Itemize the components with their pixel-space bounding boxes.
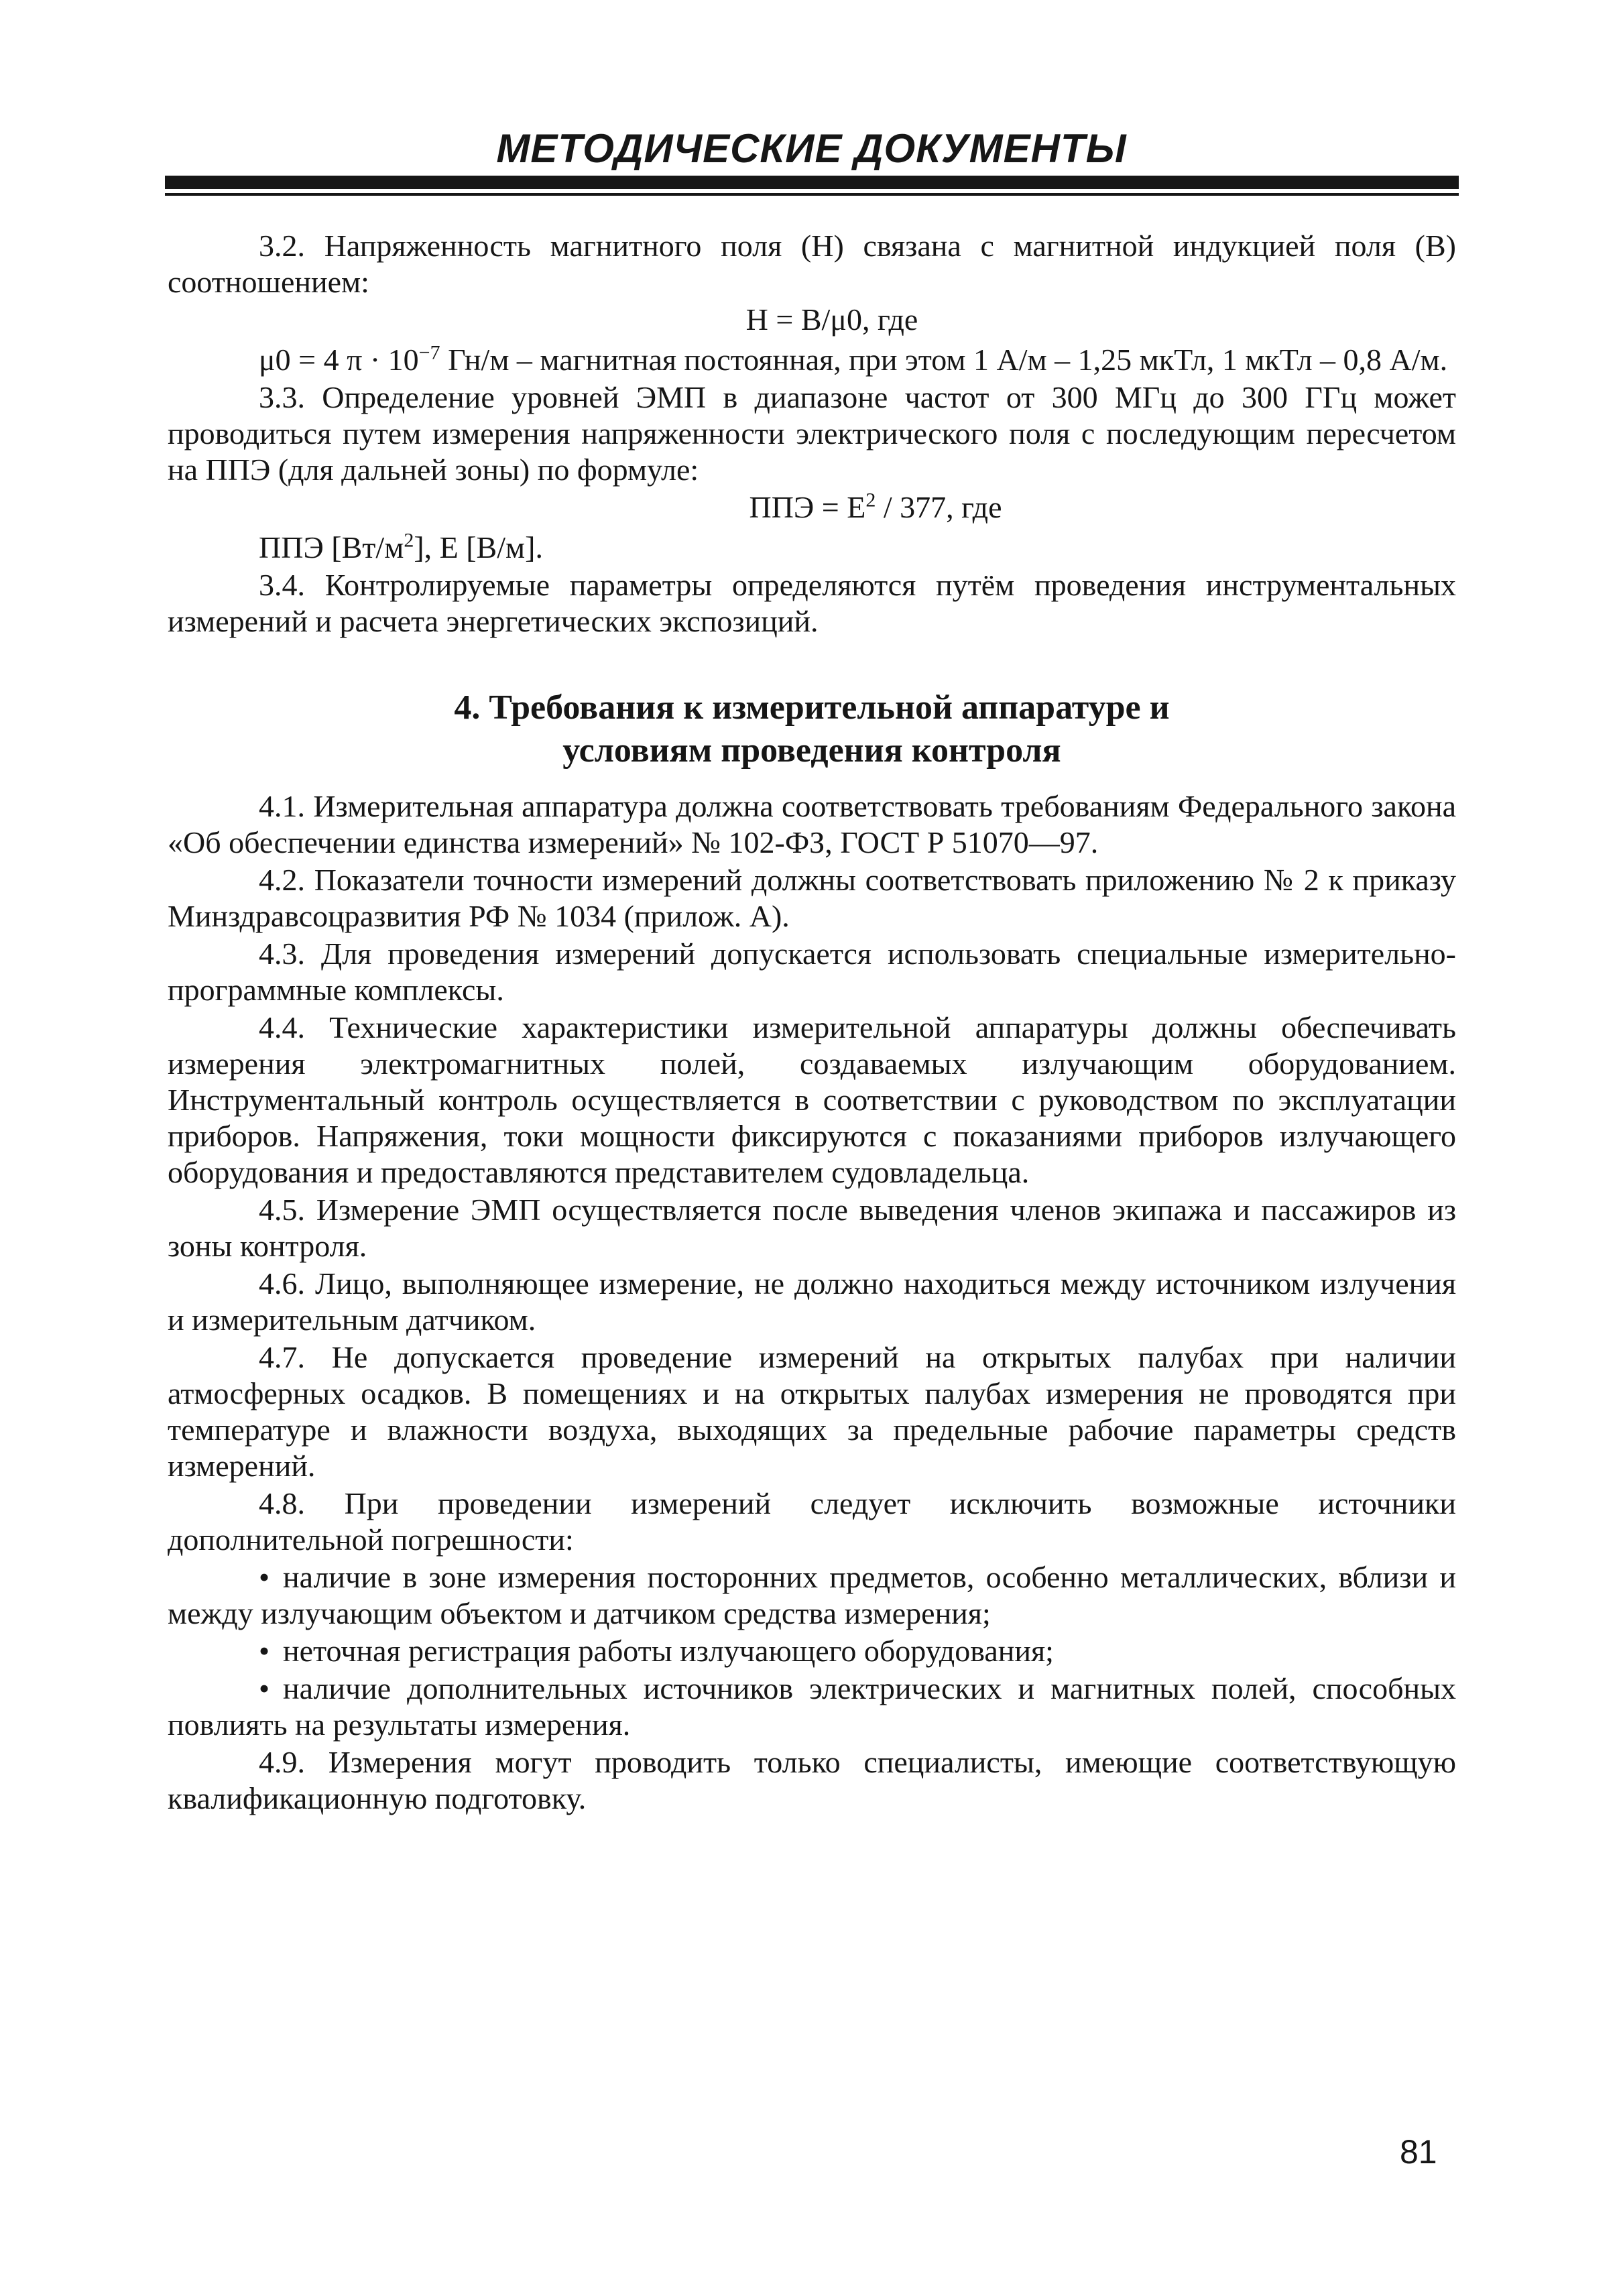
bullet-icon: • [259,1634,270,1668]
paragraph-4-3: 4.3. Для проведения измерений допускается использовать специальные измерительно-программные комплексы. [168,936,1456,1007]
section-4-title-line-2: условиям проведения контроля [562,731,1061,770]
mu0-exponent: −7 [418,341,440,364]
paragraph-3-4: 3.4. Контролируемые параметры определяются путём проведения инструментальных измерений и расчета энергетических экспозиций. [168,568,1456,638]
bullet-item [168,1633,1456,1669]
paragraph-3-3: 3.3. Определение уровней ЭМП в диапазоне частот от 300 МГц до 300 ГГц может проводиться путем измерения напряженности электрического поля с последующим пересчетом на ППЭ (для дальней зоны) по формуле: [168,380,1456,487]
paragraph-4-6: 4.6. Лицо, выполняющее измерение, не должно находиться между источником излучения и измерительным датчиком. [168,1266,1456,1337]
bullet-icon: • [259,1671,270,1705]
formula-ppe-a: ППЭ = E [749,490,866,524]
bullet-icon: • [259,1560,270,1594]
paragraph-4-2: 4.2. Показатели точности измерений должны соответствовать приложению № 2 к приказу Минздравсоцразвития РФ № 1034 (прилож. А). [168,863,1456,933]
header-rule-thick [165,176,1459,189]
paragraph-4-5: 4.5. Измерение ЭМП осуществляется после выведения членов экипажа и пассажиров из зоны контроля. [168,1193,1456,1263]
header-rule-thin [165,193,1459,196]
section-4-title-line-1: 4. Требования к измерительной аппаратуре и [454,688,1170,727]
paragraph-mu0-definition [168,342,1456,378]
section-4-title [168,686,1456,772]
page-number: 81 [1400,2133,1437,2171]
paragraph-4-9: 4.9. Измерения могут проводить только специалисты, имеющие соответствующую квалификационную подготовку. [168,1745,1456,1815]
running-header-title: МЕТОДИЧЕСКИЕ ДОКУМЕНТЫ [496,126,1127,171]
body-text [168,228,1456,1818]
units-exponent: 2 [404,529,414,552]
bullet-item [168,1559,1456,1632]
paragraph-4-1: 4.1. Измерительная аппаратура должна соответствовать требованиям Федерального закона «Об обеспечении единства измерений» № 102-ФЗ, ГОСТ Р 51070—97. [168,789,1456,859]
paragraph-4-7: 4.7. Не допускается проведение измерений на открытых палубах при наличии атмосферных осадков. В помещениях и на открытых палубах измерения не проводятся при температуре и влажности воздуха, выходящих за предельные рабочие параметры средств измерений. [168,1340,1456,1483]
bullet-item [168,1671,1456,1743]
bullet-text: наличие дополнительных источников электрических и магнитных полей, способных повлиять на результаты измерения. [168,1671,1456,1742]
mu0-text-a: μ0 = 4 π · 10 [259,343,419,377]
formula-ppe-b: / 377, где [876,490,1002,524]
bullet-text: наличие в зоне измерения посторонних предметов, особенно металлических, вблизи и между излучающим объектом и датчиком средства измерения; [168,1560,1456,1630]
paragraph-4-8: 4.8. При проведении измерений следует исключить возможные источники дополнительной погрешности: [168,1486,1456,1557]
formula-ppe-exponent: 2 [865,489,876,511]
paragraph-4-4: 4.4. Технические характеристики измерительной аппаратуры должны обеспечивать измерения электромагнитных полей, создаваемых излучающим оборудованием. Инструментальный контроль осуществляется в соответствии с руководством по эксплуатации приборов. Напряжения, токи мощности фиксируются с показаниями приборов излучающего оборудования и предоставляются представителем судовладельца. [168,1010,1456,1189]
paragraph-3-2: 3.2. Напряженность магнитного поля (H) связана с магнитной индукцией поля (B) соотношением: [168,229,1456,299]
units-a: ППЭ [Вт/м [259,530,404,564]
bullet-text: неточная регистрация работы излучающего оборудования; [283,1634,1054,1668]
formula-h-b-mu: H = B/μ0, где [745,302,918,337]
units-b: ], E [В/м]. [414,530,543,564]
mu0-text-b: Гн/м – магнитная постоянная, при этом 1 А/м – 1,25 мкТл, 1 мкТл – 0,8 А/м. [440,343,1448,377]
paragraph-ppe-units [168,530,1456,566]
formula-ppe [168,489,1456,526]
